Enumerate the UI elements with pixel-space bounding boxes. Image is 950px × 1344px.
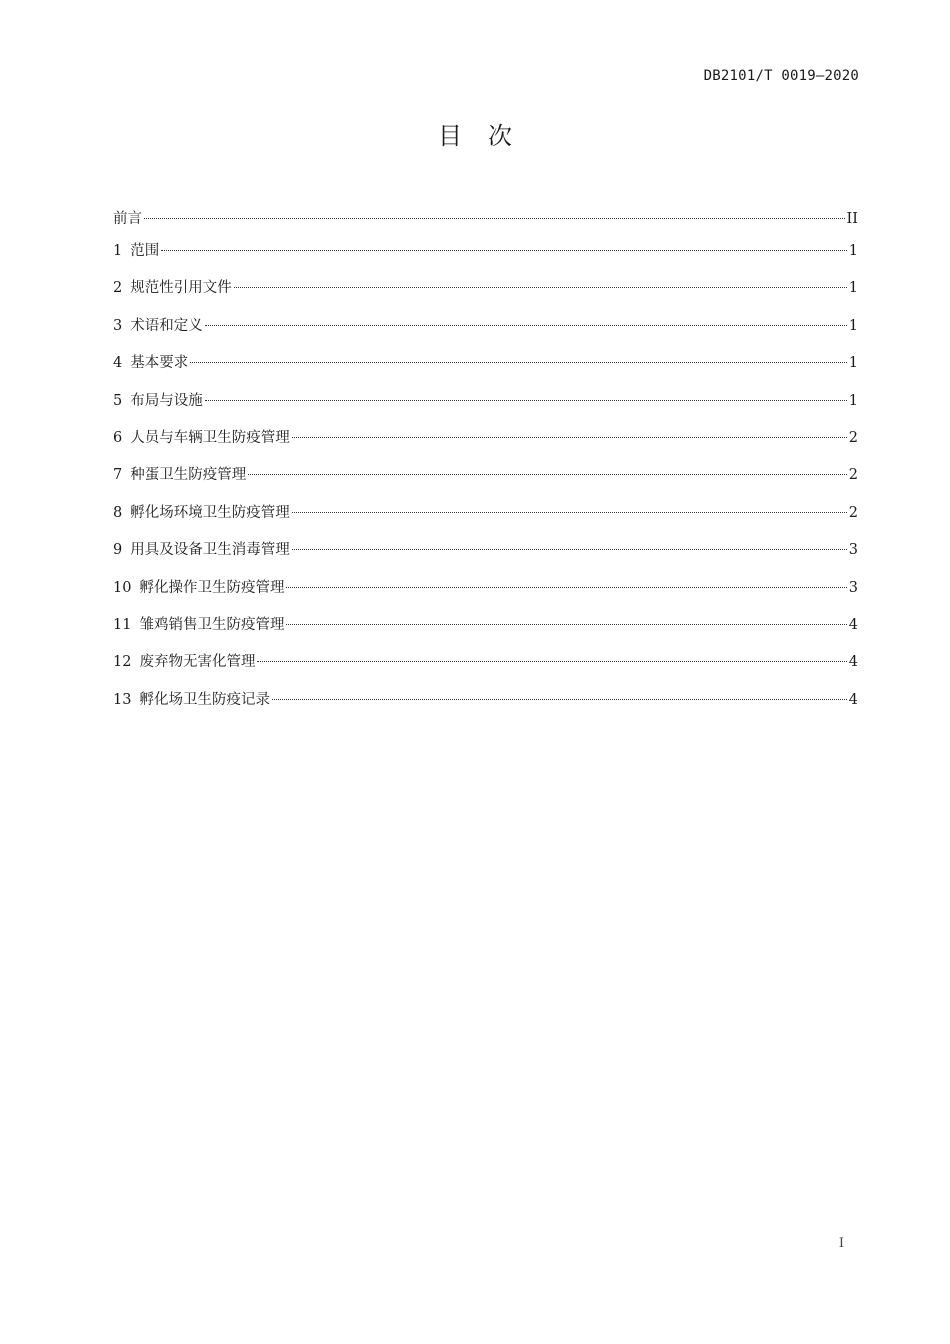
toc-entry-number: 9 xyxy=(113,542,123,559)
toc-entry-page: 2 xyxy=(848,429,858,446)
dot-leader xyxy=(205,400,847,401)
toc-entry-label: 孵化操作卫生防疫管理 xyxy=(139,579,285,596)
toc-entry-number: 4 xyxy=(113,355,123,372)
toc-entry-number: 6 xyxy=(113,429,123,446)
document-code: DB2101/T 0019—2020 xyxy=(703,68,859,84)
toc-entry-label: 废弃物无害化管理 xyxy=(139,654,256,671)
toc-entry-number: 11 xyxy=(113,616,132,633)
toc-entry-1[interactable] xyxy=(113,239,858,276)
dot-leader xyxy=(286,587,846,588)
toc-entry-page: 1 xyxy=(848,392,858,409)
toc-entry-page: II xyxy=(846,211,858,227)
toc-entry-label: 范围 xyxy=(130,243,160,259)
toc-entry-4[interactable] xyxy=(113,351,858,388)
toc-entry-7[interactable] xyxy=(113,463,858,500)
page-title: 目次 xyxy=(438,122,538,150)
dot-leader xyxy=(190,362,847,363)
page-number: I xyxy=(838,1236,844,1251)
toc-entry-12[interactable] xyxy=(113,650,858,687)
toc-entry-13[interactable] xyxy=(113,688,858,725)
toc-entry-label: 孵化场卫生防疫记录 xyxy=(139,691,270,708)
toc-entry-5[interactable] xyxy=(113,389,858,426)
toc-entry-number: 3 xyxy=(113,317,123,334)
toc-entry-label: 规范性引用文件 xyxy=(130,280,232,297)
toc-entry-label: 孵化场环境卫生防疫管理 xyxy=(130,504,290,521)
toc-entry-page: 1 xyxy=(848,355,858,372)
dot-leader xyxy=(144,218,845,219)
toc-entry-page: 2 xyxy=(848,504,858,521)
toc-entry-8[interactable] xyxy=(113,501,858,538)
dot-leader xyxy=(286,624,846,625)
dot-leader xyxy=(292,549,847,550)
toc-entry-3[interactable] xyxy=(113,314,858,351)
toc-entry-label: 术语和定义 xyxy=(130,317,203,334)
toc-entry-label: 前言 xyxy=(113,211,142,227)
toc-entry-page: 4 xyxy=(848,616,858,633)
toc-entry-number: 10 xyxy=(113,579,132,596)
toc-entry-6[interactable] xyxy=(113,426,858,463)
toc-entry-page: 3 xyxy=(848,579,858,596)
toc-entry-10[interactable] xyxy=(113,576,858,613)
toc-entry-number: 1 xyxy=(113,243,123,259)
dot-leader xyxy=(205,325,847,326)
toc-entry-label: 种蛋卫生防疫管理 xyxy=(130,467,247,484)
toc-entry-11[interactable] xyxy=(113,613,858,650)
dot-leader xyxy=(248,474,847,475)
toc-entry-foreword[interactable] xyxy=(113,207,858,239)
dot-leader xyxy=(257,661,846,662)
toc-entry-number: 12 xyxy=(113,654,132,671)
toc-entry-page: 3 xyxy=(848,542,858,559)
toc-entry-number: 5 xyxy=(113,392,123,409)
toc-entry-page: 1 xyxy=(848,243,858,259)
toc-entry-label: 布局与设施 xyxy=(130,392,203,409)
toc-entry-page: 4 xyxy=(848,691,858,708)
dot-leader xyxy=(161,250,847,251)
toc-entry-9[interactable] xyxy=(113,538,858,575)
dot-leader xyxy=(234,287,847,288)
toc-entry-label: 人员与车辆卫生防疫管理 xyxy=(130,429,290,446)
toc-entry-label: 用具及设备卫生消毒管理 xyxy=(130,542,290,559)
dot-leader xyxy=(292,437,847,438)
toc-entry-label: 雏鸡销售卫生防疫管理 xyxy=(139,616,285,633)
dot-leader xyxy=(292,512,847,513)
toc-entry-number: 7 xyxy=(113,467,123,484)
toc-entry-number: 2 xyxy=(113,280,123,297)
table-of-contents xyxy=(113,207,858,725)
toc-entry-2[interactable] xyxy=(113,276,858,313)
toc-entry-page: 4 xyxy=(848,654,858,671)
toc-entry-number: 8 xyxy=(113,504,123,521)
dot-leader xyxy=(272,699,847,700)
toc-entry-number: 13 xyxy=(113,691,132,708)
toc-entry-page: 1 xyxy=(848,280,858,297)
toc-entry-label: 基本要求 xyxy=(130,355,189,372)
toc-entry-page: 2 xyxy=(848,467,858,484)
toc-entry-page: 1 xyxy=(848,317,858,334)
